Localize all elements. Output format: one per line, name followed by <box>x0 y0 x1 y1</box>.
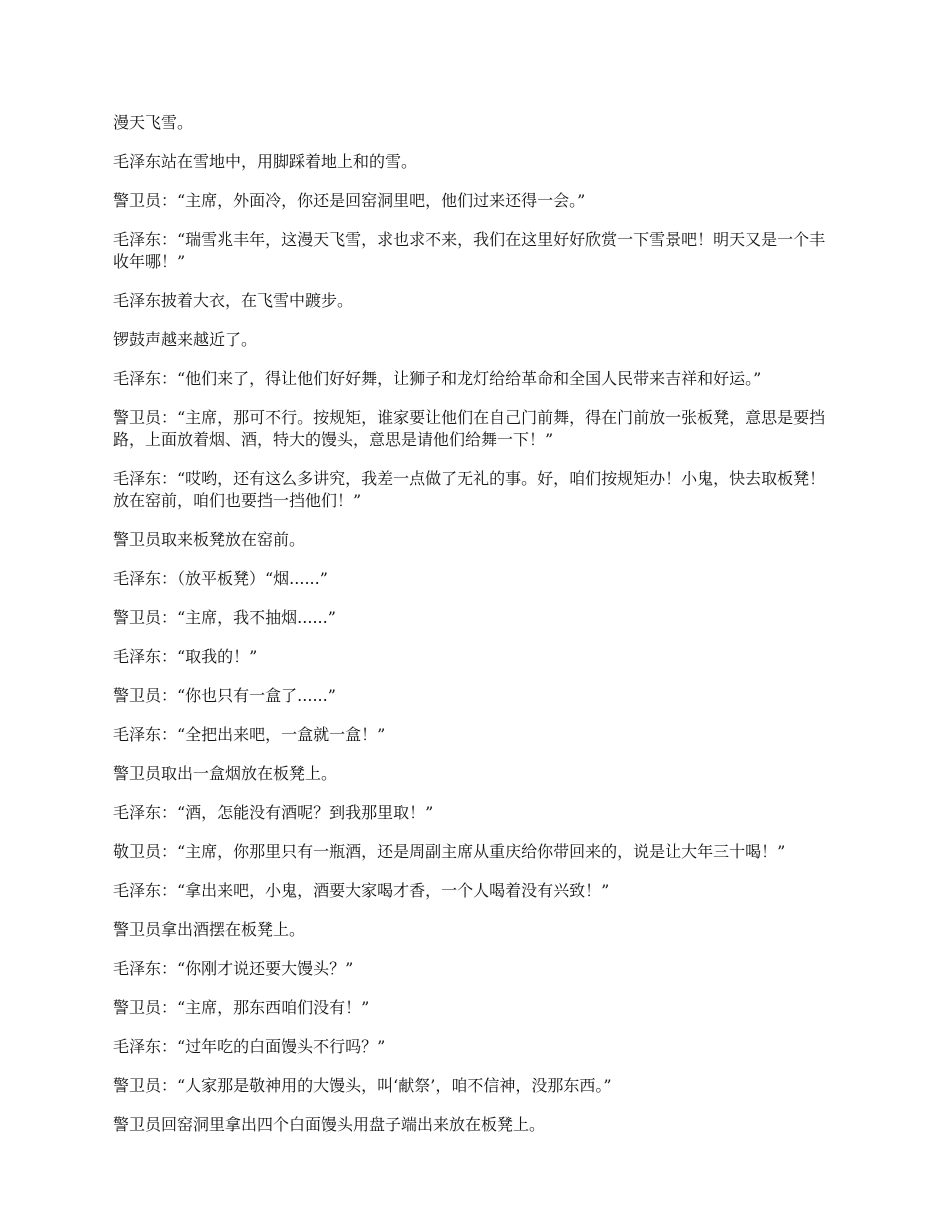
paragraph-5: 毛泽东披着大衣，在飞雪中踱步。 <box>113 291 354 310</box>
paragraph-14: 警卫员：“你也只有一盒了......” <box>113 686 336 705</box>
paragraph-18: 敬卫员：“主席，你那里只有一瓶酒，还是周副主席从重庆给你带回来的，说是让大年三十喝！” <box>113 842 786 861</box>
paragraph-24: 警卫员：“人家那是敬神用的大馒头，叫‘献祭’，咱不信神，没那东西。” <box>113 1076 612 1095</box>
paragraph-20: 警卫员拿出酒摆在板凳上。 <box>113 920 306 939</box>
paragraph-3: 警卫员：“主席，外面冷，你还是回窑洞里吧，他们过来还得一会。” <box>113 191 586 210</box>
paragraph-8: 警卫员：“主席，那可不行。按规矩，谁家要让他们在自己门前舞，得在门前放一张板凳，意思是要挡路，上面放着烟、酒，特大的馒头，意思是请他们给舞一下！” <box>113 408 826 449</box>
paragraph-11: 毛泽东：（放平板凳）“烟......” <box>113 569 328 588</box>
paragraph-9: 毛泽东：“哎哟，还有这么多讲究，我差一点做了无礼的事。好，咱们按规矩办！小鬼，快去取板凳！放在窑前，咱们也要挡一挡他们！” <box>113 469 826 510</box>
paragraph-17: 毛泽东：“酒，怎能没有酒呢？到我那里取！” <box>113 803 434 822</box>
paragraph-1: 漫天飞雪。 <box>113 113 194 132</box>
paragraph-6: 锣鼓声越来越近了。 <box>113 330 258 349</box>
paragraph-21: 毛泽东：“你刚才说还要大馒头？” <box>113 959 354 978</box>
paragraph-15: 毛泽东：“全把出来吧，一盒就一盒！” <box>113 725 386 744</box>
paragraph-4: 毛泽东：“瑞雪兆丰年，这漫天飞雪，求也求不来，我们在这里好好欣赏一下雪景吧！明天又是一个丰收年哪！” <box>113 230 826 271</box>
document-body <box>113 112 830 1153</box>
paragraph-7: 毛泽东：“他们来了，得让他们好好舞，让狮子和龙灯给给革命和全国人民带来吉祥和好运。” <box>113 369 762 388</box>
paragraph-16: 警卫员取出一盒烟放在板凳上。 <box>113 764 338 783</box>
paragraph-22: 警卫员：“主席，那东西咱们没有！” <box>113 998 370 1017</box>
paragraph-10: 警卫员取来板凳放在窑前。 <box>113 530 306 549</box>
paragraph-13: 毛泽东：“取我的！” <box>113 647 258 666</box>
paragraph-23: 毛泽东：“过年吃的白面馒头不行吗？” <box>113 1037 386 1056</box>
paragraph-2: 毛泽东站在雪地中，用脚踩着地上和的雪。 <box>113 152 418 171</box>
paragraph-25: 警卫员回窑洞里拿出四个白面馒头用盘子端出来放在板凳上。 <box>113 1115 546 1134</box>
paragraph-12: 警卫员：“主席，我不抽烟......” <box>113 608 336 627</box>
paragraph-19: 毛泽东：“拿出来吧，小鬼，酒要大家喝才香，一个人喝着没有兴致！” <box>113 881 610 900</box>
